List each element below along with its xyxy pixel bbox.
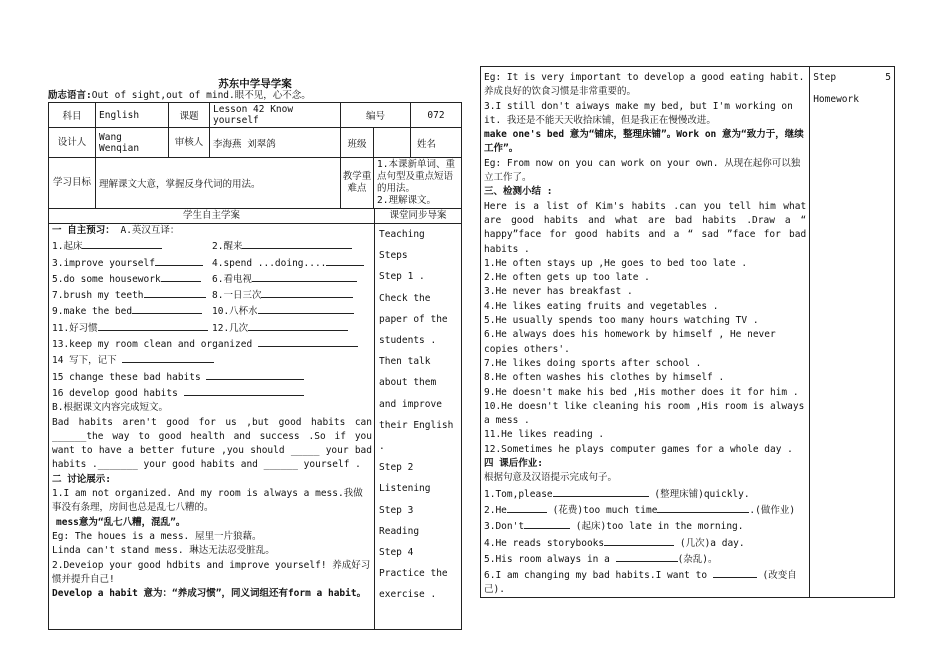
- vocab-7: 7.brush my teeth: [52, 290, 144, 302]
- vocab-12: 12.几次: [212, 322, 249, 334]
- vocab-16: [52, 385, 372, 401]
- right-eg: Eg: It is very important to develop a good eating habit. 养成良好的饮食习惯是非常重要的。: [484, 72, 805, 98]
- guide-step-3: Step 3 Reading: [379, 504, 420, 537]
- motto-label: 励志语言:: [48, 90, 92, 101]
- header-table: [48, 102, 462, 209]
- check-intro: Here is a list of Kim's habits .can you tell him what are good habits and what are bad habits .Draw a “ happy”face for good habits and a “ sad ”face for bad habits .: [484, 200, 807, 255]
- check-item-5: 5.He usually spends too many hours watching TV .: [484, 315, 759, 327]
- answer-blank[interactable]: [82, 238, 162, 249]
- side-homework: Homework: [813, 94, 859, 105]
- vocab-14-text: 14 写下，记下: [52, 355, 117, 367]
- answer-blank[interactable]: [713, 567, 757, 578]
- hw-text: 6.I am changing my bad habits.I want to: [484, 570, 708, 582]
- hw-text: 2.He: [484, 504, 507, 516]
- answer-blank[interactable]: [132, 303, 202, 314]
- answer-blank[interactable]: [616, 551, 678, 562]
- homework-heading: 四 课后作业:: [484, 458, 543, 470]
- check-heading: 三、检测小结 :: [484, 186, 553, 198]
- vocab-4: 4.spend ...doing....: [212, 257, 327, 269]
- vocab-row-4: [52, 287, 372, 303]
- vocab-13-text: 13.keep my room clean and organized: [52, 339, 253, 351]
- check-item-12: 12.Sometimes he plays computer games for a whole day .: [484, 443, 793, 455]
- guide-step-teaching: Teaching Steps: [379, 229, 425, 262]
- guide-step-1b: Then talk about them and improve their English .: [379, 356, 454, 453]
- hw-text: 1.Tom,please: [484, 488, 553, 500]
- discussion-p2: 2.Deveiop your good hdbits and improve yourself! 养成好习惯并提升自己!: [52, 559, 371, 585]
- hw-text: (整理床铺)quickly.: [654, 488, 750, 500]
- hw-text: .(做作业): [749, 504, 796, 516]
- vocab-15: [52, 369, 372, 385]
- answer-blank[interactable]: [507, 502, 547, 513]
- preview-heading: 一 自主预习：: [52, 225, 115, 236]
- right-page: [480, 66, 895, 598]
- focus-item-1: 1.本课新单词、重点句型及重点短语的用法。: [377, 159, 455, 194]
- answer-blank[interactable]: [144, 287, 206, 298]
- hw-text: (花费)too much time: [552, 504, 658, 516]
- check-item-3: 3.He never has breakfast .: [484, 286, 633, 298]
- number-value: 072: [411, 103, 462, 128]
- answer-blank[interactable]: [98, 320, 208, 331]
- answer-blank[interactable]: [206, 369, 304, 380]
- homework-s5: [484, 551, 806, 567]
- answer-blank[interactable]: [261, 287, 353, 298]
- right-main: [481, 67, 810, 597]
- check-item-9: 9.He doesn't make his bed ,His mother does it for him .: [484, 386, 799, 398]
- guide-column: [375, 209, 461, 629]
- passage: Bad habits aren't good for us ,but good habits can ______the way to good health and success .So if you want to have a better future ,you should _____ your bad habits ._______ your good habits and ______ yourself .: [52, 416, 372, 471]
- goal-value: 理解课文大意，掌握反身代词的用法。: [96, 158, 341, 209]
- answer-blank[interactable]: [155, 255, 203, 266]
- guide-step-2: Step 2 Listening: [379, 462, 431, 495]
- answer-blank[interactable]: [553, 486, 649, 497]
- vocab-row-2: [52, 255, 372, 271]
- discussion-p3: 3.I still don't aiways make my bed, but I'm working on it. 我还是不能天天收拾床铺，但是我正在慢慢改进。: [484, 100, 793, 126]
- vocab-16-text: 16 develop good habits: [52, 387, 178, 399]
- vocab-1: 1.起床: [52, 241, 83, 253]
- answer-blank[interactable]: [252, 271, 357, 282]
- homework-s3: [484, 518, 806, 534]
- discussion-p2-note: Develop a habit 意为：“养成习惯”，同义词组还有form a habit。: [52, 588, 367, 600]
- hw-text: 5.His room always in a: [484, 553, 610, 565]
- vocab-13: [52, 336, 372, 352]
- right-box: [480, 66, 895, 598]
- discussion-p3-eg: Eg: From now on you can work on your own. 从现在起你可以独立工作了。: [484, 157, 801, 184]
- number-label: 编号: [341, 103, 411, 128]
- preview-sub-b: B.根据课文内容完成短文。: [52, 402, 168, 414]
- name-cell: [411, 128, 462, 158]
- discussion-p1: 1.I am not organized. And my room is always a mess.我做事没有条理，房间也总是乱七八糟的。: [52, 488, 363, 514]
- body-grid: [48, 209, 462, 630]
- discussion-p1-eg2: Linda can't stand mess. 琳达无法忍受脏乱。: [52, 545, 275, 557]
- vocab-8: 8.一日三次: [212, 290, 262, 302]
- vocab-3: 3.improve yourself: [52, 257, 155, 269]
- discussion-p3-note: make one's bed 意为“铺床，整理床铺”。Work on 意为“致力于，继续工作”。: [484, 129, 804, 155]
- check-item-6: 6.He always does his homework by himself , He never copies others'.: [484, 329, 776, 355]
- answer-blank[interactable]: [604, 535, 674, 546]
- check-item-4: 4.He likes eating fruits and vegetables .: [484, 300, 719, 312]
- vocab-row-5: [52, 303, 372, 319]
- homework-instruction: 根据句意及汉语提示完成句子。: [484, 472, 618, 484]
- subject-value: English: [96, 103, 169, 128]
- motto-text: Out of sight,out of mind.眼不见，心不念。: [91, 90, 311, 101]
- homework-s2: [484, 502, 806, 518]
- homework-s4: [484, 535, 806, 551]
- right-side: [810, 67, 894, 597]
- answer-blank[interactable]: [657, 502, 749, 513]
- side-step-5: Step 5: [813, 72, 891, 83]
- answer-blank[interactable]: [524, 518, 570, 529]
- name-label: 姓名: [417, 138, 437, 150]
- guide-step-1: Step 1 . Check the paper of the students .: [379, 271, 448, 347]
- vocab-row-6: [52, 320, 372, 336]
- left-page: [48, 76, 462, 630]
- check-item-11: 11.He likes reading .: [484, 429, 605, 441]
- student-column-head: 学生自主学案: [49, 209, 374, 224]
- check-item-8: 8.He often washes his clothes by himself .: [484, 372, 725, 384]
- topic-label: 课题: [169, 103, 210, 128]
- vocab-6: 6.看电视: [212, 273, 252, 285]
- class-value[interactable]: [374, 128, 411, 158]
- answer-blank[interactable]: [242, 238, 352, 249]
- vocab-row-3: [52, 271, 372, 287]
- check-item-2: 2.He often gets up too late .: [484, 272, 650, 284]
- answer-blank[interactable]: [161, 271, 201, 282]
- hw-text: (改变自己).: [484, 570, 797, 596]
- focus-label: 教学重难点: [341, 158, 374, 209]
- vocab-5: 5.do some housework: [52, 273, 161, 285]
- vocab-row-1: [52, 238, 372, 254]
- focus-item-2: 2.理解课文。: [377, 195, 436, 206]
- vocab-2: 2.醒来: [212, 241, 243, 253]
- class-label: 班级: [341, 128, 374, 158]
- answer-blank[interactable]: [184, 385, 304, 396]
- homework-s6: [484, 567, 806, 598]
- guide-step-4: Step 4 Practice the exercise .: [379, 547, 448, 601]
- check-item-7: 7.He likes doing sports after school .: [484, 357, 702, 369]
- answer-blank[interactable]: [326, 255, 364, 266]
- check-item-10: 10.He doesn't like cleaning his room ,His room is always a mess .: [484, 400, 805, 427]
- hw-text: (杂乱)。: [677, 553, 718, 565]
- vocab-10: 10.八杯水: [212, 306, 258, 318]
- homework-s1: [484, 486, 806, 502]
- student-column: [49, 209, 375, 629]
- reviewer-value: 李海燕 刘翠鸽: [210, 128, 341, 158]
- motto: [48, 89, 462, 102]
- doc-title: 苏东中学导学案: [218, 78, 292, 90]
- subject-label: 科目: [49, 103, 96, 128]
- guide-column-head: 课堂同步导案: [375, 209, 461, 224]
- discussion-p1-eg1: Eg: The houes is a mess. 屋里一片狼藉。: [52, 530, 262, 542]
- answer-blank[interactable]: [122, 352, 214, 363]
- answer-blank[interactable]: [248, 320, 348, 331]
- vocab-9: 9.make the bed: [52, 306, 133, 318]
- vocab-15-text: 15 change these bad habits: [52, 371, 201, 383]
- discussion-p1-note: mess意为“乱七八糟，混乱”。: [56, 516, 186, 528]
- reviewer-label: 审核人: [169, 128, 210, 158]
- topic-value: Lesson 42 Know yourself: [210, 103, 341, 128]
- hw-text: 4.He reads storybooks: [484, 537, 605, 549]
- hw-text: 3.Don't: [484, 521, 525, 533]
- focus-cell: [374, 158, 462, 209]
- answer-blank[interactable]: [258, 336, 358, 347]
- preview-sub-a: A.英汉互译：: [120, 225, 180, 236]
- designer-label: 设计人: [49, 128, 96, 158]
- check-item-1: 1.He often stays up ,He goes to bed too late .: [484, 257, 748, 269]
- hw-text: (起床)too late in the morning.: [575, 521, 744, 533]
- vocab-14: [52, 352, 372, 368]
- designer-value: Wang Wenqian: [96, 128, 169, 158]
- goal-label: 学习目标: [49, 158, 96, 209]
- answer-blank[interactable]: [258, 303, 354, 314]
- discussion-heading: 二 讨论展示:: [52, 473, 111, 485]
- hw-text: (几次)a day.: [679, 537, 745, 549]
- vocab-11: 11.好习惯: [52, 322, 98, 334]
